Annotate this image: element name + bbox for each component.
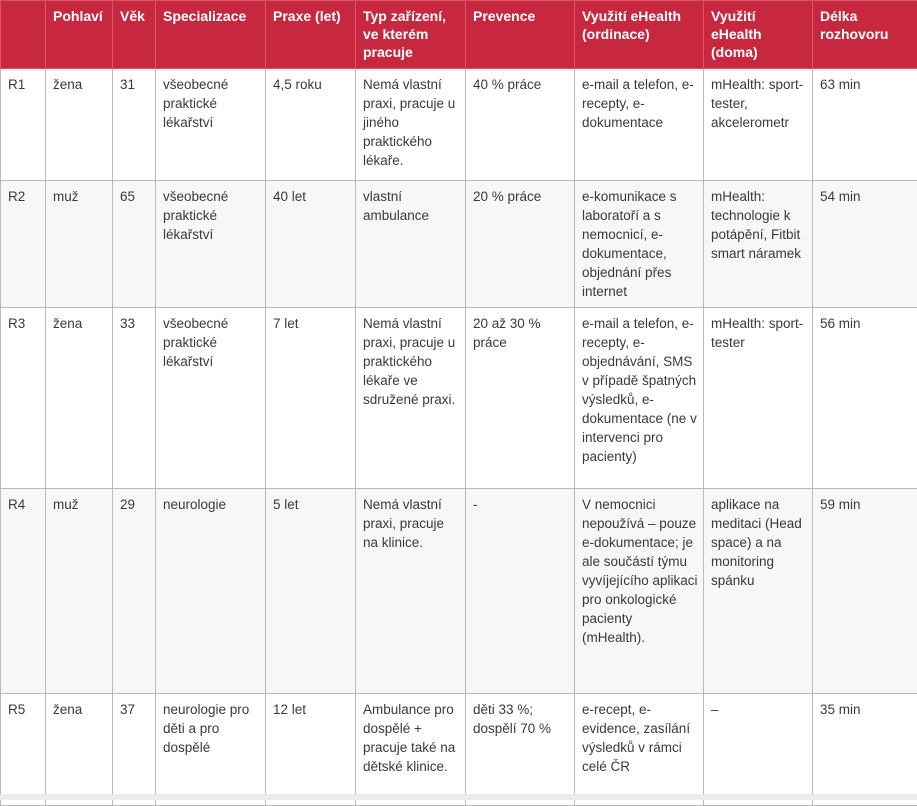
cell-prevention: děti 33 %; dospělí 70 % [466,694,575,806]
cell-interview-length: 63 min [813,69,917,181]
cell-gender: žena [46,69,113,181]
cell-gender: žena [46,308,113,489]
cell-facility-type: vlastní ambulance [356,181,466,308]
header-specialization: Specializace [156,1,266,69]
cell-experience: 5 let [266,489,356,694]
cell-ehealth-office: e-mail a telefon, e-recepty, e-dokumentace [575,69,704,181]
cell-respondent: R5 [1,694,46,806]
table-row [1,181,917,308]
cell-prevention: 20 % práce [466,181,575,308]
cell-specialization: všeobecné praktické lékařství [156,69,266,181]
cell-interview-length: 35 min [813,694,917,806]
cell-gender: žena [46,694,113,806]
cell-prevention: - [466,489,575,694]
cell-respondent: R3 [1,308,46,489]
cell-ehealth-office: e-recept, e-evidence, zasílání výsledků v rámci celé ČR [575,694,704,806]
cell-age: 65 [113,181,156,308]
cell-facility-type: Nemá vlastní praxi, pracuje na klinice. [356,489,466,694]
table-row [1,489,917,694]
cell-age: 29 [113,489,156,694]
cell-age: 37 [113,694,156,806]
cell-specialization: všeobecné praktické lékařství [156,181,266,308]
cell-ehealth-home: mHealth: technologie k potápění, Fitbit smart náramek [704,181,813,308]
cell-experience: 12 let [266,694,356,806]
cell-ehealth-office: e-mail a telefon, e-recepty, e-objednávání, SMS v případě špatných výsledků, e-dokumentace (ne v intervenci pro pacienty) [575,308,704,489]
header-interview-length: Délka rozhovoru [813,1,917,69]
cell-age: 33 [113,308,156,489]
bottom-strip [0,794,917,800]
header-experience: Praxe (let) [266,1,356,69]
cell-ehealth-home: aplikace na meditaci (Head space) a na monitoring spánku [704,489,813,694]
cell-interview-length: 56 min [813,308,917,489]
cell-respondent: R4 [1,489,46,694]
header-ehealth-office: Využití eHealth (ordinace) [575,1,704,69]
cell-facility-type: Nemá vlastní praxi, pracuje u jiného praktického lékaře. [356,69,466,181]
cell-respondent: R1 [1,69,46,181]
table-row [1,69,917,181]
cell-prevention: 40 % práce [466,69,575,181]
cell-ehealth-office: e-komunikace s laboratoří a s nemocnicí, e-dokumentace, objednání přes internet [575,181,704,308]
cell-ehealth-home: – [704,694,813,806]
cell-interview-length: 59 min [813,489,917,694]
cell-specialization: neurologie pro děti a pro dospělé [156,694,266,806]
cell-facility-type: Nemá vlastní praxi, pracuje u praktického lékaře ve sdružené praxi. [356,308,466,489]
cell-ehealth-office: V nemocnici nepoužívá – pouze e-dokumentace; je ale součástí týmu vyvíjejícího aplikaci pro onkologické pacienty (mHealth). [575,489,704,694]
header-respondent [1,1,46,69]
header-ehealth-home: Využití eHealth (doma) [704,1,813,69]
cell-facility-type: Ambulance pro dospělé + pracuje také na dětské klinice. [356,694,466,806]
header-gender: Pohlaví [46,1,113,69]
cell-respondent: R2 [1,181,46,308]
cell-ehealth-home: mHealth: sport-tester [704,308,813,489]
cell-ehealth-home: mHealth: sport-tester, akcelerometr [704,69,813,181]
cell-experience: 7 let [266,308,356,489]
table-row [1,308,917,489]
header-prevention: Prevence [466,1,575,69]
header-age: Věk [113,1,156,69]
cell-age: 31 [113,69,156,181]
cell-experience: 4,5 roku [266,69,356,181]
cell-specialization: neurologie [156,489,266,694]
cell-experience: 40 let [266,181,356,308]
header-row [1,1,917,69]
cell-prevention: 20 až 30 % práce [466,308,575,489]
cell-gender: muž [46,489,113,694]
table-row [1,694,917,806]
cell-gender: muž [46,181,113,308]
cell-interview-length: 54 min [813,181,917,308]
cell-specialization: všeobecné praktické lékařství [156,308,266,489]
header-facility-type: Typ zařízení, ve kterém pracuje [356,1,466,69]
